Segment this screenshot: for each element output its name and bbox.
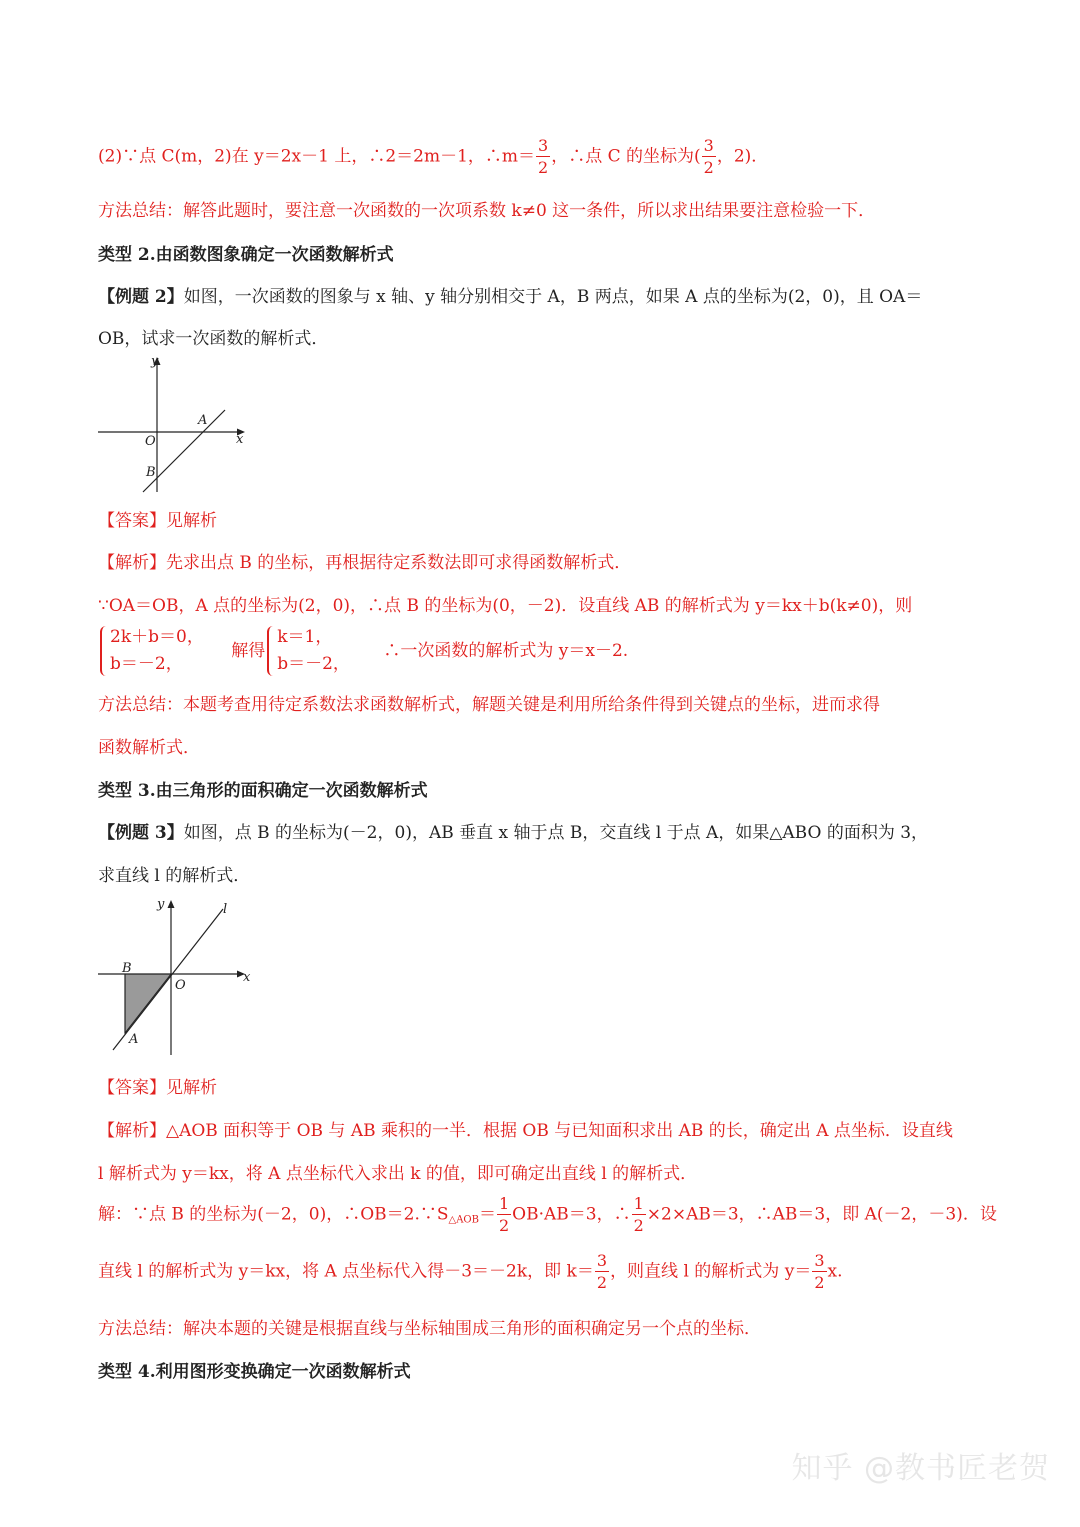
fraction: $\frac{3}{2}$ [814,1251,825,1292]
answer-3: 【答案】见解析 [98,1078,217,1098]
analysis-3-line-1: 【解析】△AOB 面积等于 OB 与 AB 乘积的一半．根据 OB 与已知面积求出 AB 的长，确定出 A 点坐标．设直线 [98,1121,953,1141]
fraction: $\frac{1}{2}$ [633,1194,644,1235]
method-summary-1: 方法总结：解答此题时，要注意一次函数的一次项系数 k≠0 这一条件，所以求出结果要注意检验一下． [98,201,876,221]
analysis-2-line-2: ∵OA＝OB，A 点的坐标为(2，0)，∴点 B 的坐标为(0，－2)．设直线 AB 的解析式为 y＝kx＋b(k≠0)，则 [98,596,913,616]
fraction: $\frac{1}{2}$ [498,1194,510,1235]
example-3-line-2: 求直线 l 的解析式． [98,866,251,886]
answer-2: 【答案】见解析 [98,511,217,531]
point-b-label: B [122,961,132,976]
fraction: $\frac{3}{2}$ [538,136,549,177]
y-axis-label: y [151,354,159,369]
method-summary-2-line-2: 函数解析式． [98,738,200,758]
line-l-label: l [223,902,228,917]
example-2-line-2: OB，试求一次函数的解析式． [98,329,329,349]
fraction: $\frac{3}{2}$ [596,1251,608,1292]
type-2-heading: 类型 2.由函数图象确定一次函数解析式 [98,245,394,265]
point-a-label: A [129,1032,139,1047]
zhihu-watermark: 知乎 @教书匠老贺 [791,1451,1050,1486]
example-3-line-1: 【例题 3】如图，点 B 的坐标为(－2，0)，AB 垂直 x 轴于点 B，交直线 l 于点 A，如果△ABO 的面积为 3， [98,823,929,843]
fraction: $\frac{3}{2}$ [703,136,714,177]
method-summary-3: 方法总结：解决本题的关键是根据直线与坐标轴围成三角形的面积确定另一个点的坐标． [98,1319,761,1339]
solution-3-line-2: 直线 l 的解析式为 y＝kx，将 A 点坐标代入得－3＝－2k，即 k＝ $\frac{3}{2}$ ，则直线 l 的解析式为 y＝ $\frac{3}{2}$ x. [98,1251,843,1292]
type-3-heading: 类型 3.由三角形的面积确定一次函数解析式 [98,781,428,801]
shaded-triangle [125,974,171,1033]
x-axis-label: x [243,970,251,985]
origin-label: O [175,978,186,993]
figure-2-graph [95,893,260,1058]
method-summary-2-line-1: 方法总结：本题考查用待定系数法求函数解析式，解题关键是利用所给条件得到关键点的坐标，进而求得 [98,695,880,715]
solution-3-line-1: 解：∵点 B 的坐标为(－2，0)，$\therefore OB=2.\because S_{\triangle AOB}=$ $\frac{1}{2}$ OB·AB＝3，∴ $\frac{1}{2}$ ×2×AB＝3，∴AB＝3，即 A(－2，－3)．设 [98,1194,997,1235]
solution-system: k＝1， b＝－2， [265,624,350,678]
solution-part2-line: (2)∵点 C(m，2)在 y＝2x－1 上，∴2＝2m－1，∴m＝ $\frac{3}{2}$ ，∴点 C 的坐标为( $\frac{3}{2}$ ，2)． [98,136,769,177]
point-b-label: B [146,465,156,480]
analysis-2: 【解析】先求出点 B 的坐标，再根据待定系数法即可求得函数解析式． [98,553,632,573]
x-axis-label: x [236,432,244,447]
figure-1-graph [95,352,255,497]
y-axis-label: y [157,897,165,912]
equation-system: 2k＋b＝0， b＝－2， [98,624,204,678]
example-2-line-1: 【例题 2】如图，一次函数的图象与 x 轴、y 轴分别相交于 A，B 两点，如果 A 点的坐标为(2，0)，且 OA＝ [98,287,923,307]
point-a-label: A [198,413,208,428]
origin-label: O [145,434,156,449]
analysis-3-line-2: l 解析式为 y＝kx，将 A 点坐标代入求出 k 的值，即可确定出直线 l 的解析式． [98,1164,698,1184]
type-4-heading: 类型 4.利用图形变换确定一次函数解析式 [98,1362,411,1382]
y-axis-arrow [168,900,175,908]
equation-system-line: 2k＋b＝0， b＝－2， 解得 k＝1， b＝－2， ∴一次函数的解析式为 y＝x－2. [98,624,628,678]
